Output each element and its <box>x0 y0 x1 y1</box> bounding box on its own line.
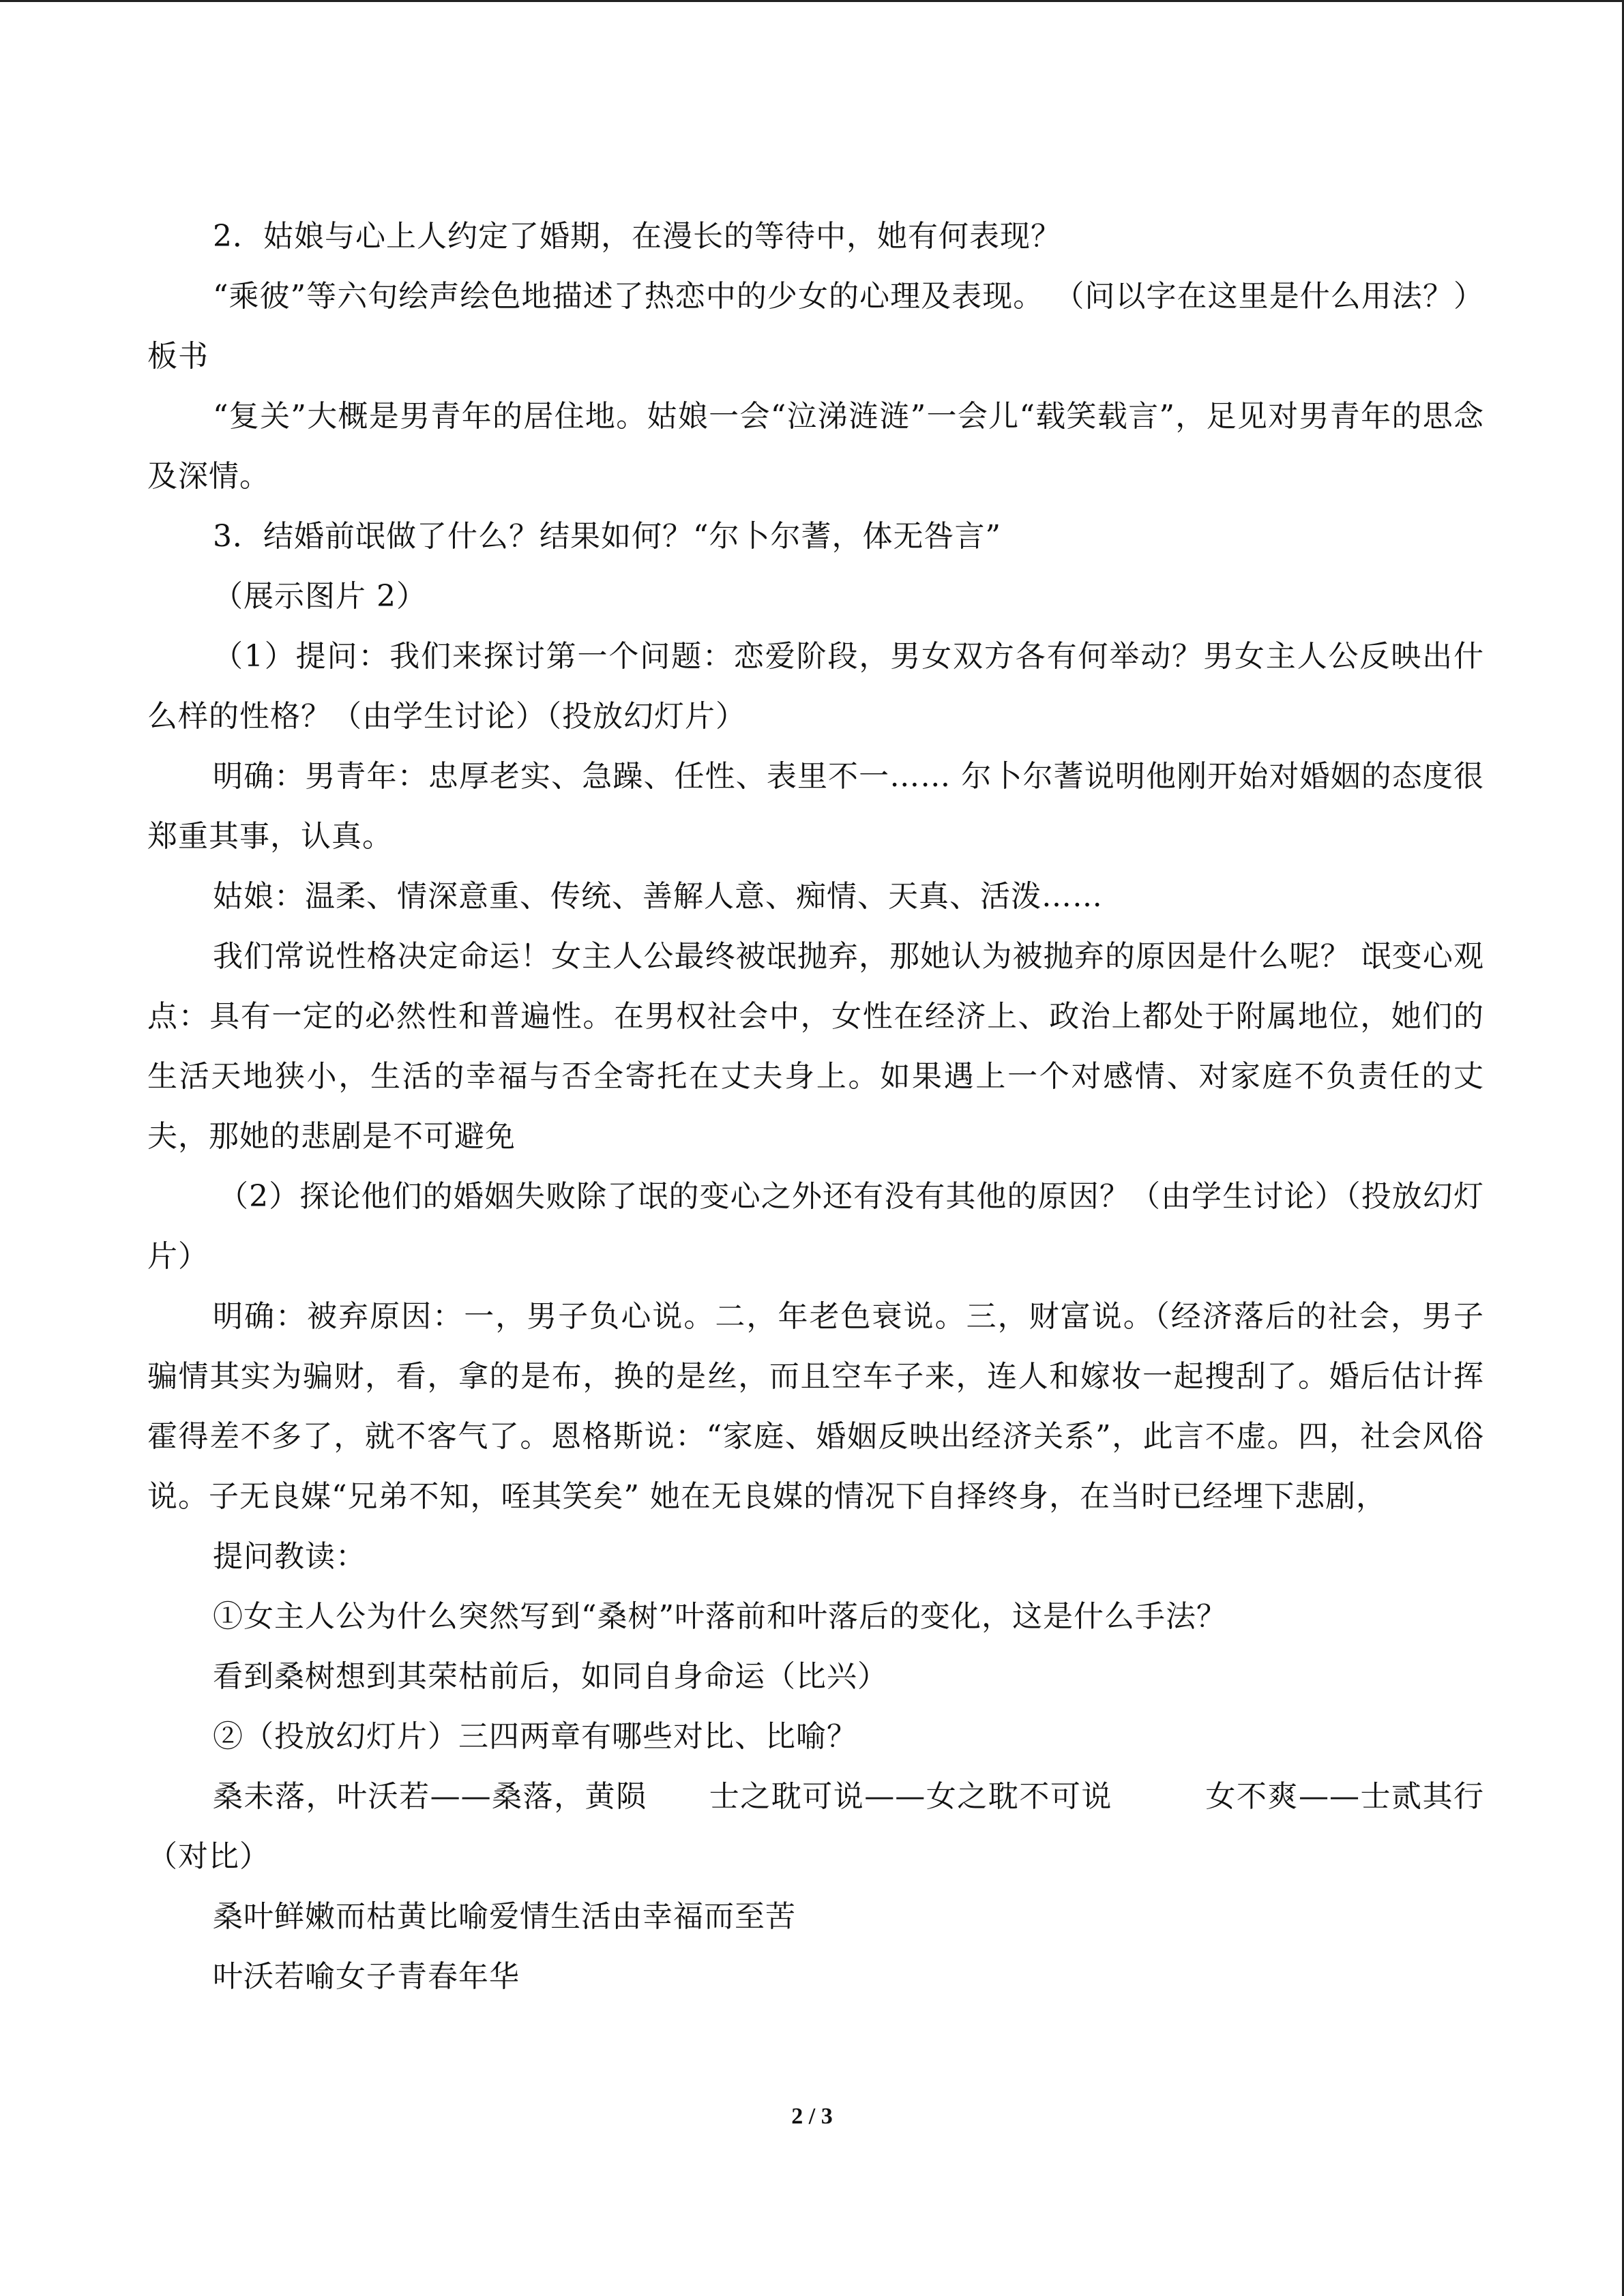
metaphor-line-1: 桑叶鲜嫩而枯黄比喻爱情生活由幸福而至苦 <box>213 1899 796 1934</box>
contrast-list: 桑未落，叶沃若——桑落，黄陨 士之耽可说——女之耽不可说 女不爽——士贰其行（对比） <box>147 1779 1484 1874</box>
metaphor-line-2: 叶沃若喻女子青春年华 <box>213 1959 520 1994</box>
discussion-2: （2）探论他们的婚姻失败除了氓的变心之外还有没有其他的原因？（由学生讨论）（投放幻灯片） <box>147 1179 1484 1274</box>
guided-question-2: ②（投放幻灯片）三四两章有哪些对比、比喻？ <box>213 1719 857 1754</box>
guided-question-1: ①女主人公为什么突然写到“桑树”叶落前和叶落后的变化，这是什么手法？ <box>213 1599 1227 1634</box>
show-picture-note: （展示图片 2） <box>213 579 427 614</box>
answer-female-character: 姑娘：温柔、情深意重、传统、善解人意、痴情、天真、活泼…… <box>213 879 1103 914</box>
answer-male-character: 明确：男青年：忠厚老实、急躁、任性、表里不一…… 尔卜尔蓍说明他刚开始对婚姻的态度很郑重其事，认真。 <box>147 759 1484 854</box>
guided-reading-heading: 提问教读： <box>213 1539 366 1574</box>
discussion-1: （1）提问：我们来探讨第一个问题：恋爱阶段，男女双方各有何举动？男女主人公反映出什么样的性格？（由学生讨论）（投放幻灯片） <box>147 639 1484 734</box>
answer-reasons: 明确：被弃原因：一，男子负心说。二，年老色衰说。三，财富说。（经济落后的社会，男子骗情其实为骗财，看，拿的是布，换的是丝，而且空车子来，连人和嫁妆一起搜刮了。婚后估计挥霍得差不多了，就不客气了。恩格斯说：“家庭、婚姻反映出经济关系”，此言不虚。四，社会风俗说。子无良媒“兄弟不知，咥其笑矣” 她在无良媒的情况下自择终身，在当时已经埋下悲剧， <box>147 1299 1484 1514</box>
paragraph-fuguan: “复关”大概是男青年的居住地。姑娘一会“泣涕涟涟”一会儿“载笑载言”，足见对男青年的思念及深情。 <box>147 399 1484 494</box>
page-body <box>147 207 1484 2007</box>
paragraph-fate: 我们常说性格决定命运！女主人公最终被氓抛弃，那她认为被抛弃的原因是什么呢？ 氓变心观点：具有一定的必然性和普遍性。在男权社会中，女性在经济上、政治上都处于附属地位，她们的生活天地狭小，生活的幸福与否全寄托在丈夫身上。如果遇上一个对感情、对家庭不负责任的丈夫，那她的悲剧是不可避免 <box>147 939 1484 1154</box>
question-3: 3．结婚前氓做了什么？结果如何？“尔卜尔蓍，体无咎言” <box>213 519 1001 554</box>
guided-answer-1: 看到桑树想到其荣枯前后，如同自身命运（比兴） <box>213 1659 888 1694</box>
question-2: 2．姑娘与心上人约定了婚期，在漫长的等待中，她有何表现？ <box>213 219 1061 254</box>
page-number: 2 / 3 <box>791 2104 833 2129</box>
paragraph-chengbi: “乘彼”等六句绘声绘色地描述了热恋中的少女的心理及表现。 （问以字在这里是什么用法？） 板书 <box>147 279 1484 374</box>
